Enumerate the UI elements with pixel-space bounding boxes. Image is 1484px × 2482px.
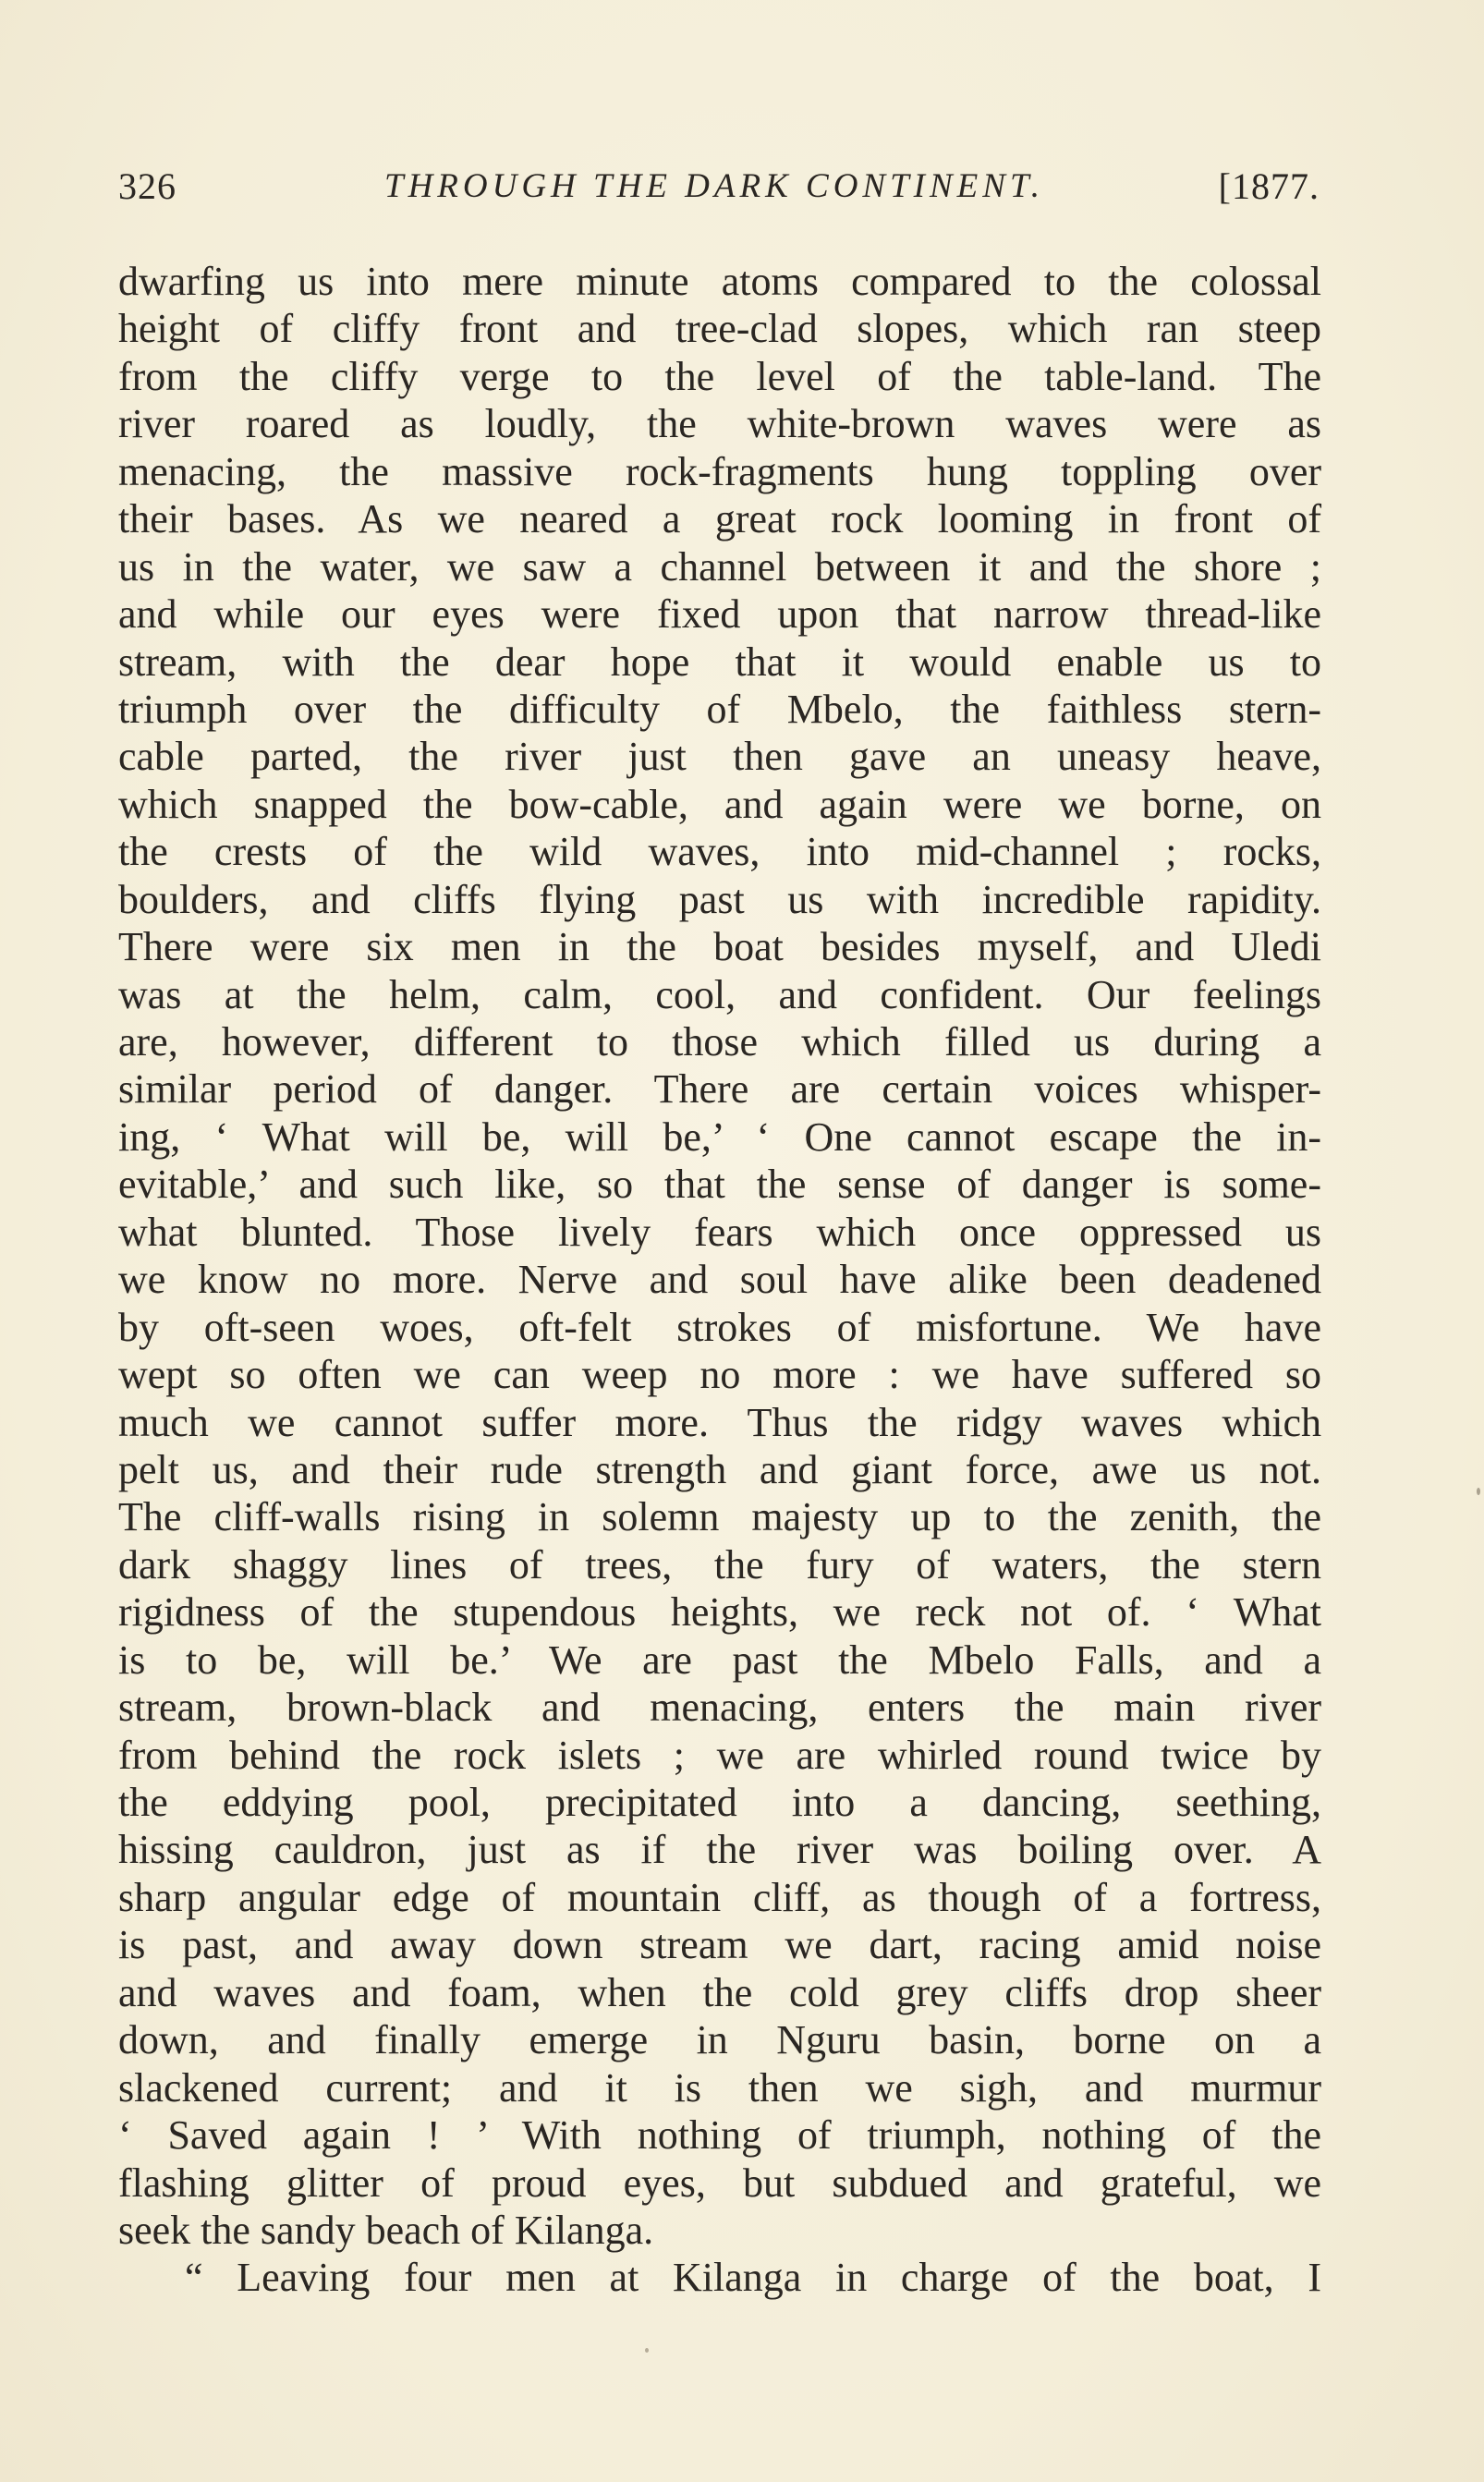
text-line: stream, brown-black and menacing, enters the main river <box>118 1685 1321 1731</box>
text-line: down, and finally emerge in Nguru basin, borne on a <box>118 2017 1321 2063</box>
text-line: sharp angular edge of mountain cliff, as though of a fortress, <box>118 1874 1321 1920</box>
text-line: their bases. As we neared a great rock looming in front of <box>118 496 1321 542</box>
text-line: much we cannot suffer more. Thus the ridgy waves which <box>118 1399 1321 1445</box>
text-line: similar period of danger. There are certain voices whisper- <box>118 1066 1321 1113</box>
text-line: and while our eyes were fixed upon that narrow thread-like <box>118 591 1321 638</box>
text-line: boulders, and cliffs flying past us with incredible rapidity. <box>118 876 1321 922</box>
text-line: was at the helm, calm, cool, and confident. Our feelings <box>118 971 1321 1017</box>
text-line-paragraph-start: “ Leaving four men at Kilanga in charge of the boat, I <box>185 2255 1321 2301</box>
text-line: slackened current; and it is then we sigh, and murmur <box>118 2064 1321 2111</box>
text-line: from the cliffy verge to the level of the table-land. The <box>118 353 1321 399</box>
text-line: is past, and away down stream we dart, racing amid noise <box>118 1922 1321 1968</box>
text-line: what blunted. Those lively fears which once oppressed us <box>118 1209 1321 1255</box>
text-line: we know no more. Nerve and soul have alike been deadened <box>118 1257 1321 1303</box>
text-line: hissing cauldron, just as if the river was boiling over. A <box>118 1827 1321 1873</box>
text-line: and waves and foam, when the cold grey cliffs drop sheer <box>118 1969 1321 2015</box>
text-line: the eddying pool, precipitated into a dancing, seething, <box>118 1780 1321 1825</box>
text-line: us in the water, we saw a channel between it and the shore ; <box>118 543 1321 590</box>
text-line: wept so often we can weep no more : we have suffered so <box>118 1352 1321 1398</box>
text-line: by oft-seen woes, oft-felt strokes of misfortune. We have <box>118 1304 1321 1350</box>
text-line: from behind the rock islets ; we are whirled round twice by <box>118 1732 1321 1778</box>
text-line: There were six men in the boat besides myself, and Uledi <box>118 924 1321 970</box>
page-number: 326 <box>118 165 176 207</box>
text-line: ing, ‘ What will be, will be,’ ‘ One cannot escape the in- <box>118 1113 1321 1160</box>
running-year: [1877. <box>1218 165 1320 207</box>
text-line: dwarfing us into mere minute atoms compared to the colossal <box>118 259 1321 304</box>
text-line: menacing, the massive rock-fragments hung toppling over <box>118 448 1321 494</box>
text-line: which snapped the bow-cable, and again were we borne, on <box>118 781 1321 827</box>
running-title: THROUGH THE DARK CONTINENT. <box>384 167 1045 205</box>
text-line: river roared as loudly, the white-brown waves were as <box>118 401 1321 447</box>
paper-speck <box>1477 1488 1480 1495</box>
text-line: are, however, different to those which filled us during a <box>118 1019 1321 1065</box>
text-line: triumph over the difficulty of Mbelo, the faithless stern- <box>118 686 1321 732</box>
text-line: pelt us, and their rude strength and giant force, awe us not. <box>118 1446 1321 1492</box>
text-line-paragraph-end: seek the sandy beach of Kilanga. <box>118 2207 654 2253</box>
text-line: evitable,’ and such like, so that the sense of danger is some- <box>118 1162 1321 1208</box>
text-line: The cliff-walls rising in solemn majesty up to the zenith, the <box>118 1494 1321 1540</box>
text-line: cable parted, the river just then gave an uneasy heave, <box>118 734 1321 780</box>
text-line: height of cliffy front and tree-clad slopes, which ran steep <box>118 306 1321 352</box>
text-line: rigidness of the stupendous heights, we reck not of. ‘ What <box>118 1589 1321 1636</box>
text-line: is to be, will be.’ We are past the Mbelo Falls, and a <box>118 1636 1321 1683</box>
body-text <box>118 258 1321 2302</box>
text-line: dark shaggy lines of trees, the fury of waters, the stern <box>118 1541 1321 1588</box>
running-head <box>118 164 1320 220</box>
text-line: flashing glitter of proud eyes, but subdued and grateful, we <box>118 2160 1321 2206</box>
text-line: stream, with the dear hope that it would enable us to <box>118 639 1321 685</box>
text-line: the crests of the wild waves, into mid-channel ; rocks, <box>118 829 1321 875</box>
text-line: ‘ Saved again ! ’ With nothing of triumph, nothing of the <box>118 2112 1321 2159</box>
paper-speck <box>645 2348 649 2353</box>
